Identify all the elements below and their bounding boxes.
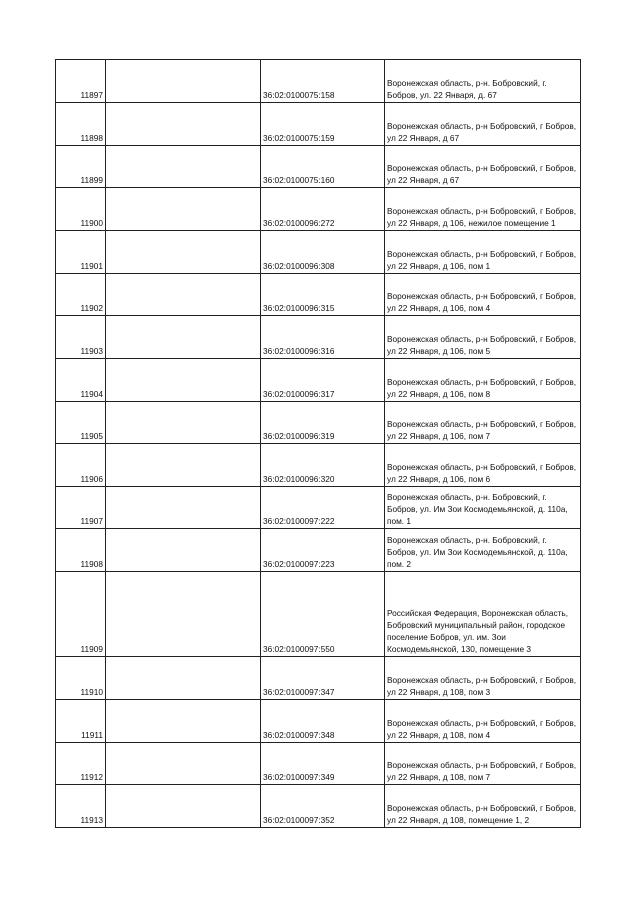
table-row bbox=[56, 529, 581, 572]
table-row bbox=[56, 359, 581, 402]
row-number: 11905 bbox=[56, 402, 106, 444]
address-cell: Воронежская область, р-н Бобровский, г Бобров, ул 22 Января, д 106, нежилое помещение 1 bbox=[385, 188, 581, 231]
table-row bbox=[56, 402, 581, 444]
empty-cell bbox=[106, 785, 261, 828]
empty-cell bbox=[106, 657, 261, 700]
address-cell: Воронежская область, р-н Бобровский, г Бобров, ул 22 Января, д 108, пом 3 bbox=[385, 657, 581, 700]
table-row bbox=[56, 657, 581, 700]
empty-cell bbox=[106, 188, 261, 231]
cadastral-number: 36:02:0100097:223 bbox=[261, 529, 385, 572]
row-number: 11909 bbox=[56, 572, 106, 657]
cadastral-number: 36:02:0100075:158 bbox=[261, 60, 385, 103]
empty-cell bbox=[106, 444, 261, 487]
address-cell: Воронежская область, р-н Бобровский, г Бобров, ул 22 Января, д 106, пом 8 bbox=[385, 359, 581, 402]
cadastral-number: 36:02:0100097:347 bbox=[261, 657, 385, 700]
table-row bbox=[56, 785, 581, 828]
empty-cell bbox=[106, 359, 261, 402]
cadastral-number: 36:02:0100096:272 bbox=[261, 188, 385, 231]
address-cell: Воронежская область, р-н Бобровский, г Бобров, ул 22 Января, д 106, пом 1 bbox=[385, 231, 581, 274]
table-row bbox=[56, 146, 581, 188]
row-number: 11908 bbox=[56, 529, 106, 572]
address-cell: Воронежская область, р-н Бобровский, г Бобров, ул 22 Января, д 106, пом 4 bbox=[385, 274, 581, 316]
table-row bbox=[56, 316, 581, 359]
row-number: 11910 bbox=[56, 657, 106, 700]
row-number: 11899 bbox=[56, 146, 106, 188]
cadastral-number: 36:02:0100096:316 bbox=[261, 316, 385, 359]
empty-cell bbox=[106, 231, 261, 274]
empty-cell bbox=[106, 146, 261, 188]
cadastral-number: 36:02:0100097:349 bbox=[261, 743, 385, 785]
address-cell: Воронежская область, р-н Бобровский, г Бобров, ул 22 Января, д 108, пом 4 bbox=[385, 700, 581, 743]
table-row bbox=[56, 572, 581, 657]
cadastral-number: 36:02:0100096:320 bbox=[261, 444, 385, 487]
address-cell: Воронежская область, р-н. Бобровский, г. Бобров, ул. Им Зои Космодемьянской, д. 110а, пом. 2 bbox=[385, 529, 581, 572]
empty-cell bbox=[106, 316, 261, 359]
empty-cell bbox=[106, 402, 261, 444]
table-row bbox=[56, 274, 581, 316]
cadastral-number: 36:02:0100097:348 bbox=[261, 700, 385, 743]
address-cell: Воронежская область, р-н Бобровский, г Бобров, ул 22 Января, д 108, пом 7 bbox=[385, 743, 581, 785]
cadastral-number: 36:02:0100096:319 bbox=[261, 402, 385, 444]
empty-cell bbox=[106, 529, 261, 572]
row-number: 11911 bbox=[56, 700, 106, 743]
row-number: 11897 bbox=[56, 60, 106, 103]
row-number: 11903 bbox=[56, 316, 106, 359]
cadastral-number: 36:02:0100096:308 bbox=[261, 231, 385, 274]
empty-cell bbox=[106, 487, 261, 529]
row-number: 11898 bbox=[56, 103, 106, 146]
table-row bbox=[56, 231, 581, 274]
cadastral-number: 36:02:0100097:352 bbox=[261, 785, 385, 828]
cadastral-number: 36:02:0100075:159 bbox=[261, 103, 385, 146]
row-number: 11902 bbox=[56, 274, 106, 316]
address-cell: Российская Федерация, Воронежская область, Бобровский муниципальный район, городское поселение Бобров, ул. им. Зои Космодемьянской, 130, помещение 3 bbox=[385, 572, 581, 657]
address-cell: Воронежская область, р-н Бобровский, г Бобров, ул 22 Января, д 106, пом 6 bbox=[385, 444, 581, 487]
row-number: 11901 bbox=[56, 231, 106, 274]
cadastral-number: 36:02:0100097:550 bbox=[261, 572, 385, 657]
empty-cell bbox=[106, 60, 261, 103]
address-cell: Воронежская область, р-н Бобровский, г Бобров, ул 22 Января, д 106, пом 7 bbox=[385, 402, 581, 444]
registry-table bbox=[55, 59, 581, 828]
row-number: 11913 bbox=[56, 785, 106, 828]
row-number: 11900 bbox=[56, 188, 106, 231]
table-row bbox=[56, 60, 581, 103]
cadastral-number: 36:02:0100096:315 bbox=[261, 274, 385, 316]
table-row bbox=[56, 487, 581, 529]
address-cell: Воронежская область, р-н Бобровский, г Бобров, ул 22 Января, д 67 bbox=[385, 146, 581, 188]
address-cell: Воронежская область, р-н Бобровский, г Бобров, ул 22 Января, д 106, пом 5 bbox=[385, 316, 581, 359]
table-row bbox=[56, 743, 581, 785]
address-cell: Воронежская область, р-н. Бобровский, г. Бобров, ул. Им Зои Космодемьянской, д. 110а, пом. 1 bbox=[385, 487, 581, 529]
row-number: 11906 bbox=[56, 444, 106, 487]
empty-cell bbox=[106, 103, 261, 146]
registry-table-body bbox=[56, 60, 581, 828]
address-cell: Воронежская область, р-н Бобровский, г Бобров, ул 22 Января, д 108, помещение 1, 2 bbox=[385, 785, 581, 828]
address-cell: Воронежская область, р-н. Бобровский, г. Бобров, ул. 22 Января, д. 67 bbox=[385, 60, 581, 103]
table-row bbox=[56, 700, 581, 743]
row-number: 11904 bbox=[56, 359, 106, 402]
empty-cell bbox=[106, 743, 261, 785]
cadastral-number: 36:02:0100096:317 bbox=[261, 359, 385, 402]
empty-cell bbox=[106, 274, 261, 316]
row-number: 11907 bbox=[56, 487, 106, 529]
table-row bbox=[56, 103, 581, 146]
row-number: 11912 bbox=[56, 743, 106, 785]
cadastral-number: 36:02:0100097:222 bbox=[261, 487, 385, 529]
empty-cell bbox=[106, 700, 261, 743]
empty-cell bbox=[106, 572, 261, 657]
address-cell: Воронежская область, р-н Бобровский, г Бобров, ул 22 Января, д 67 bbox=[385, 103, 581, 146]
table-row bbox=[56, 188, 581, 231]
cadastral-number: 36:02:0100075:160 bbox=[261, 146, 385, 188]
table-row bbox=[56, 444, 581, 487]
